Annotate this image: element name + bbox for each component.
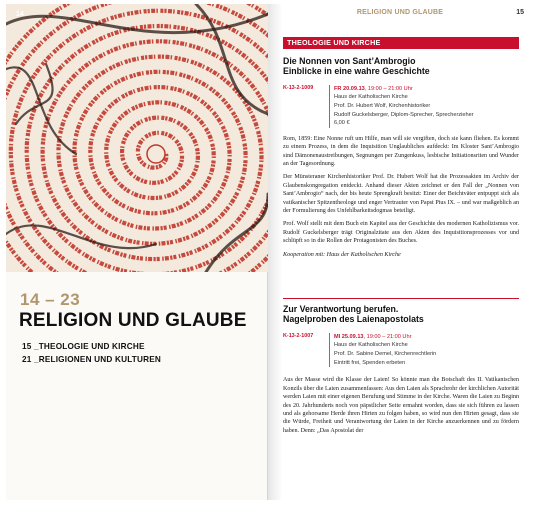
event-2-description bbox=[283, 376, 519, 435]
event-1-date-time: , 19:00 – 21:00 Uhr bbox=[364, 85, 413, 92]
event-1-cooperation: Kooperation mit: Haus der Katholischen Kirche bbox=[283, 251, 401, 258]
toc-item-religionen[interactable]: 21 _RELIGIONEN UND KULTUREN bbox=[22, 354, 161, 364]
calligraphic-spiral-artwork bbox=[6, 4, 268, 272]
event-1-title-line-1: Die Nonnen von Sant’Ambrogio bbox=[283, 56, 416, 66]
event-1-price: 6,00 € bbox=[334, 120, 350, 127]
event-1-paragraph-1: Rom, 1859: Eine Nonne ruft um Hilfe, man will sie vergiften, doch sie kann fliehen. Es kommt zu einem Prozess, in dem die Inquisition Unglaubliches aufdeckt: Im Kloster Sant’Ambrogio sind Dämonenaustreibungen, Segnungen per Zungenkuss, lesbische Initiationsriten und Wunder an der Tagesordnung. bbox=[283, 135, 519, 168]
event-1-title-line-2: Einblicke in eine wahre Geschichte bbox=[283, 66, 430, 77]
toc-item-theologie[interactable]: 15 _THEOLOGIE UND KIRCHE bbox=[22, 342, 145, 351]
event-1-description bbox=[283, 135, 519, 259]
event-2-paragraph-1: Aus der Masse wird die Klasse der Laien! So könnte man die Botschaft des II. Vatikanischen Konzils über die Laien zusammenfassen: Aus den Laien als Sprachrohr der kirchlichen Autorität werden Laien mit einer eigenen Berufung und Stimme in der Kirche. Waren die Laien zu Beginn des 20. Jahrhunderts noch von päpstlicher Seite ermahnt worden, dass sie sich führen zu lassen und als gehorsame Herde ihren Hirten zu folgen haben, so wird nun den Hirten gesagt, dass sie die Würde, Freiheit und Verantwortung der Laien in der Kirche anzuerkennen und zu fördern haben. Denn: „Das Apostolat der bbox=[283, 377, 519, 434]
page-number-right: 15 bbox=[516, 9, 524, 16]
left-page bbox=[6, 4, 268, 500]
event-1-title bbox=[283, 56, 519, 77]
event-2-date-time: , 19:00 – 21:00 Uhr bbox=[363, 333, 412, 340]
table-of-contents bbox=[22, 341, 161, 366]
spiral-center-emblem bbox=[147, 145, 165, 163]
event-1-paragraph-2: Der Münsteraner Kirchenhistoriker Prof. Dr. Hubert Wolf hat die Prozessakten im Archiv der Glaubenskongregation entdeckt. Anhand dieser Akten zeichnet er den Fall der „Nonnen von Sant’Ambrogio“ nach, der bis heute Sprengkraft besitzt: Einer der Beichtväter entpuppt sich als vatikanischer Spitzentheologe und enger Vertrauter von Papst Pius IX. – und war maßgeblich an der Formulierung des Unfehlbarkeitsdogmas beteiligt. bbox=[283, 174, 519, 215]
gutter-shadow bbox=[268, 4, 282, 500]
running-head: RELIGION UND GLAUBE bbox=[356, 9, 444, 16]
event-1 bbox=[283, 56, 519, 264]
event-1-course-code: K-13-2-1009 bbox=[283, 84, 314, 91]
section-title: RELIGION UND GLAUBE bbox=[19, 310, 247, 331]
event-2 bbox=[283, 304, 519, 440]
event-1-meta-lines bbox=[329, 85, 519, 128]
event-1-date-day: FR 20.09.13 bbox=[334, 85, 365, 92]
spiral-icon bbox=[6, 4, 268, 272]
event-1-speaker-1: Prof. Dr. Hubert Wolf, Kirchenhistoriker bbox=[334, 103, 431, 109]
event-2-price: Eintritt frei, Spenden erbeten bbox=[334, 359, 406, 366]
section-range: 14 – 23 bbox=[20, 290, 81, 309]
event-2-speaker: Prof. Dr. Sabine Demel, Kirchenrechtlerin bbox=[334, 351, 437, 357]
event-2-date bbox=[334, 333, 519, 342]
event-2-meta-lines bbox=[329, 333, 519, 367]
event-2-title-line-1: Zur Verantwortung berufen. bbox=[283, 304, 399, 314]
event-2-venue: Haus der Katholischen Kirche bbox=[334, 342, 408, 349]
page-number-left: 14 bbox=[16, 11, 24, 18]
event-1-date bbox=[334, 85, 519, 94]
event-2-date-day: MI 25.09.13 bbox=[334, 333, 364, 340]
event-1-meta bbox=[283, 85, 519, 128]
event-divider bbox=[283, 298, 519, 299]
right-page bbox=[268, 4, 532, 500]
event-2-course-code: K-13-2-1007 bbox=[283, 332, 314, 339]
event-1-speaker-2: Rudolf Guckelsberger, Diplom-Sprecher, Sprecherzieher bbox=[334, 111, 474, 118]
event-2-title bbox=[283, 304, 519, 325]
category-bar: THEOLOGIE UND KIRCHE bbox=[283, 37, 519, 49]
event-2-meta bbox=[283, 333, 519, 367]
event-2-title-line-2: Nagelproben des Laienapostolats bbox=[283, 314, 424, 325]
event-1-paragraph-3: Prof. Wolf stellt mit dem Buch ein Kapitel aus der Geschichte des modernen Katholizismus vor. Rudolf Guckelsberger trägt Originalzitate aus den Akten des Inquisitionsprozesses vor und schlüpft so in die Rollen der Protagonisten des Buches. bbox=[283, 221, 519, 245]
event-1-venue: Haus der Katholischen Kirche bbox=[334, 94, 408, 101]
